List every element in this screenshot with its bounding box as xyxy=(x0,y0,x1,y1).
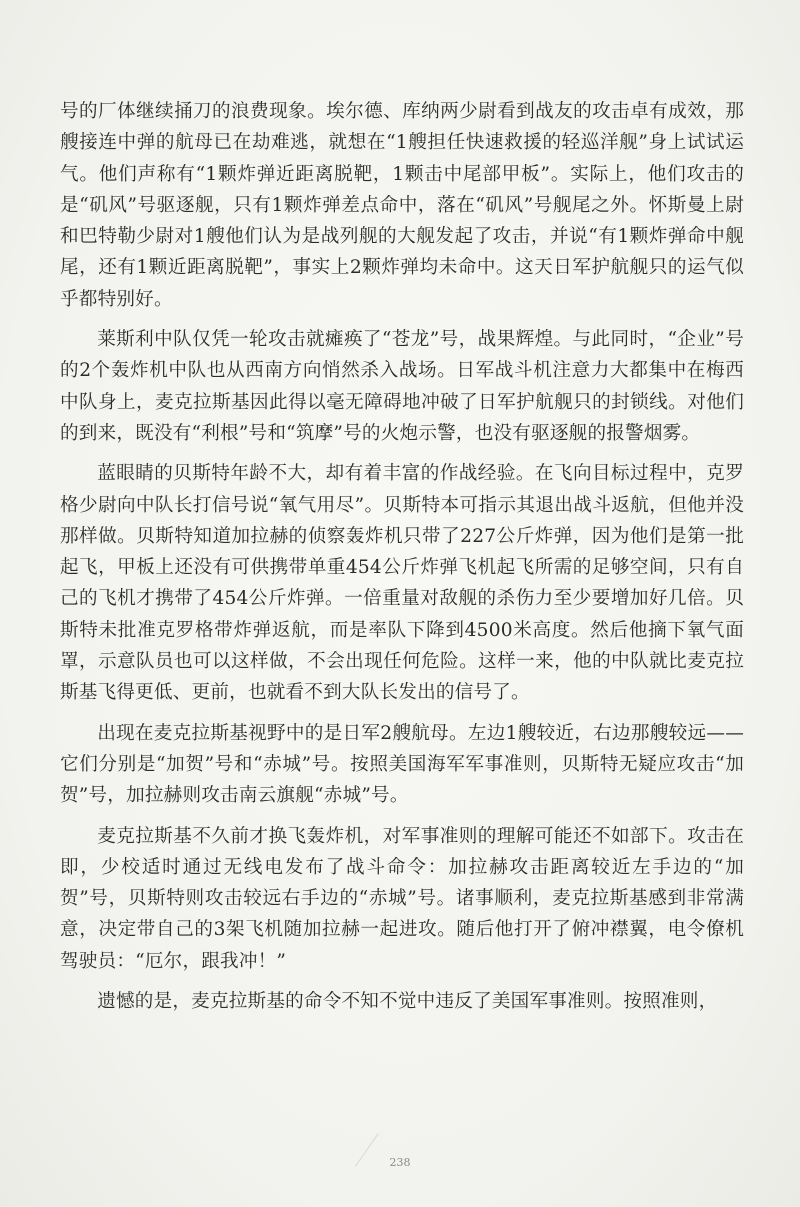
page-number: 238 xyxy=(389,1156,411,1169)
paragraph: 莱斯利中队仅凭一轮攻击就瘫痪了“苍龙”号，战果辉煌。与此同时，“企业”号的2个轰炸机中队也从西南方向悄然杀入战场。日军战斗机注意力大都集中在梅西中队身上，麦克拉斯基因此得以毫无障碍地冲破了日军护航舰只的封锁线。对他们的到来，既没有“利根”号和“筑摩”号的火炮示警，也没有驱逐舰的报警烟雾。 xyxy=(60,329,744,444)
body-text xyxy=(60,96,744,1026)
paragraph: 蓝眼睛的贝斯特年龄不大，却有着丰富的作战经验。在飞向目标过程中，克罗格少尉向中队长打信号说“氧气用尽”。贝斯特本可指示其退出战斗返航，但他并没那样做。贝斯特知道加拉赫的侦察轰炸机只带了227公斤炸弹，因为他们是第一批起飞，甲板上还没有可供携带单重454公斤炸弹飞机起飞所需的足够空间，只有自己的飞机才携带了454公斤炸弹。一倍重量对敌舰的杀伤力至少要增加好几倍。贝斯特未批准克罗格带炸弹返航，而是率队下降到4500米高度。然后他摘下氧气面罩，示意队员也可以这样做，不会出现任何危险。这样一来，他的中队就比麦克拉斯基飞得更低、更前，也就看不到大队长发出的信号了。 xyxy=(60,463,744,704)
paragraph: 号的厂体继续捅刀的浪费现象。埃尔德、库纳两少尉看到战友的攻击卓有成效，那艘接连中弹的航母已在劫难逃，就想在“1艘担任快速救援的轻巡洋舰”身上试试运气。他们声称有“1颗炸弹近距离脱靶，1颗击中尾部甲板”。实际上，他们攻击的是“矶风”号驱逐舰，只有1颗炸弹差点命中，落在“矶风”号舰尾之外。怀斯曼上尉和巴特勒少尉对1艘他们认为是战列舰的大舰发起了攻击，并说“有1颗炸弹命中舰尾，还有1颗近距离脱靶”，事实上2颗炸弹均未命中。这天日军护航舰只的运气似乎都特别好。 xyxy=(60,101,744,310)
paragraph: 出现在麦克拉斯基视野中的是日军2艘航母。左边1艘较近，右边那艘较远——它们分别是“加贺”号和“赤城”号。按照美国海军军事准则，贝斯特无疑应攻击“加贺”号，加拉赫则攻击南云旗舰“赤城”号。 xyxy=(60,722,744,807)
paragraph: 麦克拉斯基不久前才换飞轰炸机，对军事准则的理解可能还不如部下。攻击在即，少校适时通过无线电发布了战斗命令：加拉赫攻击距离较近左手边的“加贺”号，贝斯特则攻击较远右手边的“赤城”号。诸事顺利，麦克拉斯基感到非常满意，决定带自己的3架飞机随加拉赫一起进攻。随后他打开了俯冲襟翼，电令僚机驾驶员：“厄尔，跟我冲！” xyxy=(60,825,744,972)
scan-mark xyxy=(355,1133,436,1206)
paragraph: 遗憾的是，麦克拉斯基的命令不知不觉中违反了美国军事准则。按照准则， xyxy=(97,991,718,1013)
